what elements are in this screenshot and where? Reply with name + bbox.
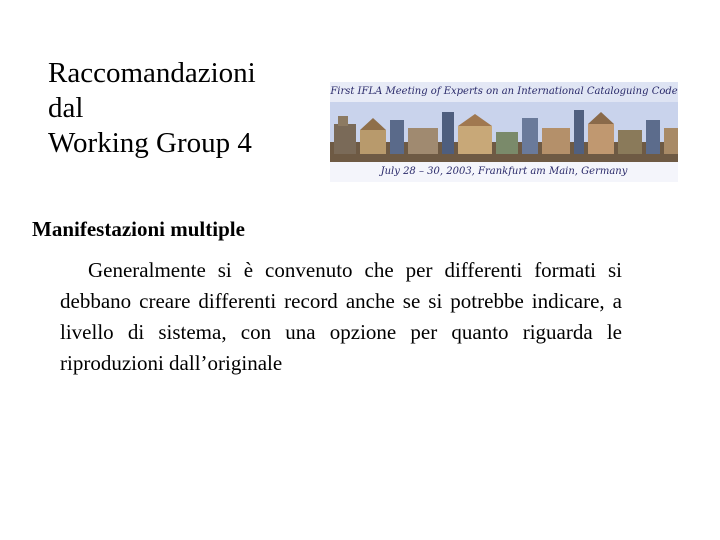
- conference-banner-image: [330, 82, 678, 180]
- skyline-icon: [330, 102, 678, 162]
- section-heading: Manifestazioni multiple: [32, 217, 245, 241]
- body-paragraph: Generalmente si è convenuto che per differenti formati si debbano creare differenti record anche se si potrebbe indicare, a livello di sistema, con una opzione per quanto riguarda le riproduzioni dall’originale: [60, 258, 622, 375]
- title-line-2: dal: [48, 92, 84, 124]
- title-line-1: Raccomandazioni: [48, 57, 256, 89]
- banner-bottom-caption: July 28 – 30, 2003, Frankfurt am Main, Germany: [330, 162, 678, 182]
- slide-title: [48, 56, 328, 161]
- banner-top-caption: First IFLA Meeting of Experts on an International Cataloguing Code: [330, 82, 678, 102]
- title-line-3: Working Group 4: [48, 127, 252, 159]
